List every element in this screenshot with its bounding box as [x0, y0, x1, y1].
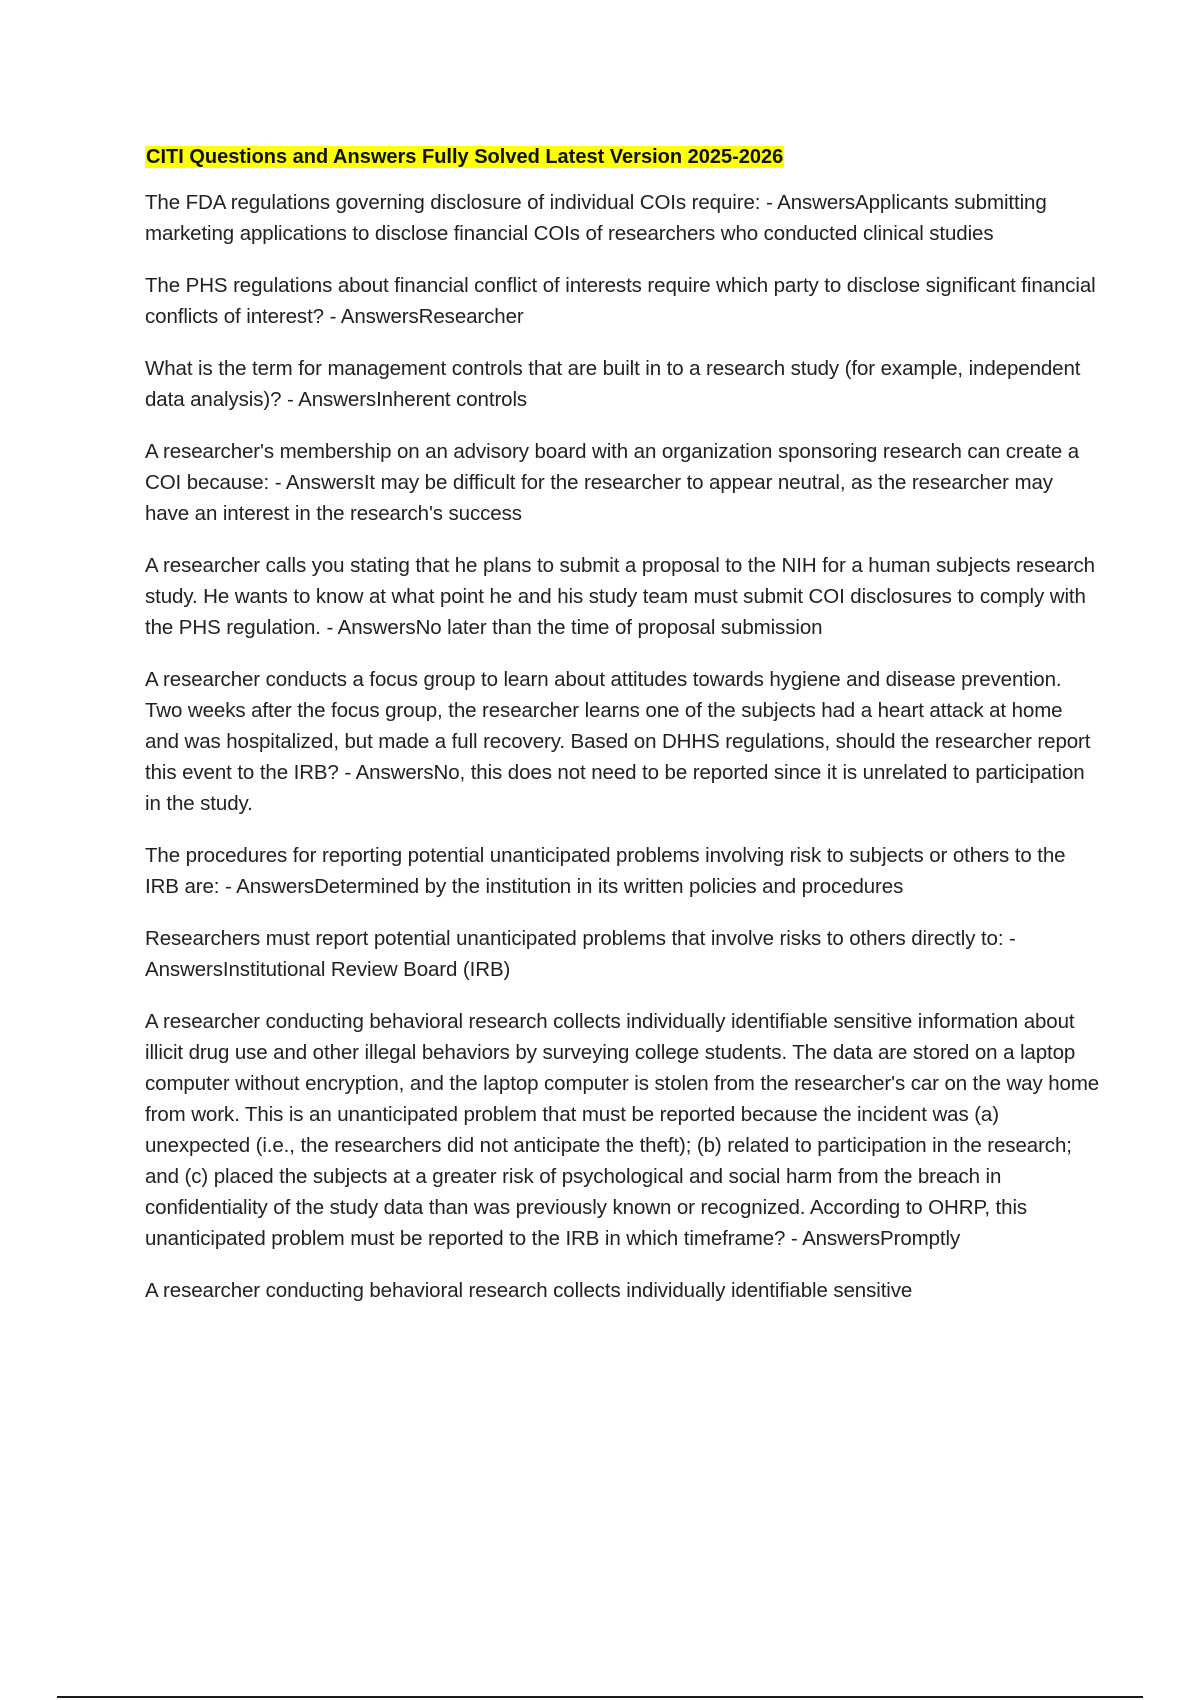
qa-entry: A researcher's membership on an advisory board with an organization sponsoring research can create a COI because: - AnswersIt may be difficult for the researcher to appear neutral, as the researcher may have an interest in the research's success	[145, 440, 1080, 525]
qa-entry: What is the term for management controls that are built in to a research study (for example, independent data analysis)? - AnswersInherent controls	[145, 357, 1081, 411]
footer-divider	[57, 1696, 1143, 1698]
qa-entry: The procedures for reporting potential unanticipated problems involving risk to subjects or others to the IRB are: - AnswersDetermined by the institution in its written policies and procedures	[145, 844, 1066, 898]
qa-entry: Researchers must report potential unanticipated problems that involve risks to others directly to: - AnswersInstitutional Review Board (IRB)	[145, 927, 1016, 981]
document-body	[145, 143, 1100, 1327]
document-title: CITI Questions and Answers Fully Solved Latest Version 2025-2026	[146, 146, 784, 168]
qa-entry: A researcher conducts a focus group to learn about attitudes towards hygiene and disease prevention. Two weeks after the focus group, the researcher learns one of the subjects had a heart attack at home and was hospitalized, but made a full recovery. Based on DHHS regulations, should the researcher report this event to the IRB? - AnswersNo, this does not need to be reported since it is unrelated to participation in the study.	[145, 668, 1091, 815]
title-line	[145, 143, 1100, 173]
qa-entry: The FDA regulations governing disclosure of individual COIs require: - AnswersApplicants submitting marketing applications to disclose financial COIs of researchers who conducted clinical studies	[145, 191, 1047, 245]
qa-entry: A researcher calls you stating that he plans to submit a proposal to the NIH for a human subjects research study. He wants to know at what point he and his study team must submit COI disclosures to comply with the PHS regulation. - AnswersNo later than the time of proposal submission	[145, 554, 1095, 639]
qa-entry-partial: A researcher conducting behavioral research collects individually identifiable sensitive	[145, 1279, 913, 1302]
qa-entry: The PHS regulations about financial conflict of interests require which party to disclose significant financial conflicts of interest? - AnswersResearcher	[145, 274, 1096, 328]
qa-entry: A researcher conducting behavioral research collects individually identifiable sensitive information about illicit drug use and other illegal behaviors by surveying college students. The data are stored on a laptop computer without encryption, and the laptop computer is stolen from the researcher's car on the way home from work. This is an unanticipated problem that must be reported because the incident was (a) unexpected (i.e., the researchers did not anticipate the theft); (b) related to participation in the research; and (c) placed the subjects at a greater risk of psychological and social harm from the breach in confidentiality of the study data than was previously known or recognized. According to OHRP, this unanticipated problem must be reported to the IRB in which timeframe? - AnswersPromptly	[145, 1010, 1100, 1250]
